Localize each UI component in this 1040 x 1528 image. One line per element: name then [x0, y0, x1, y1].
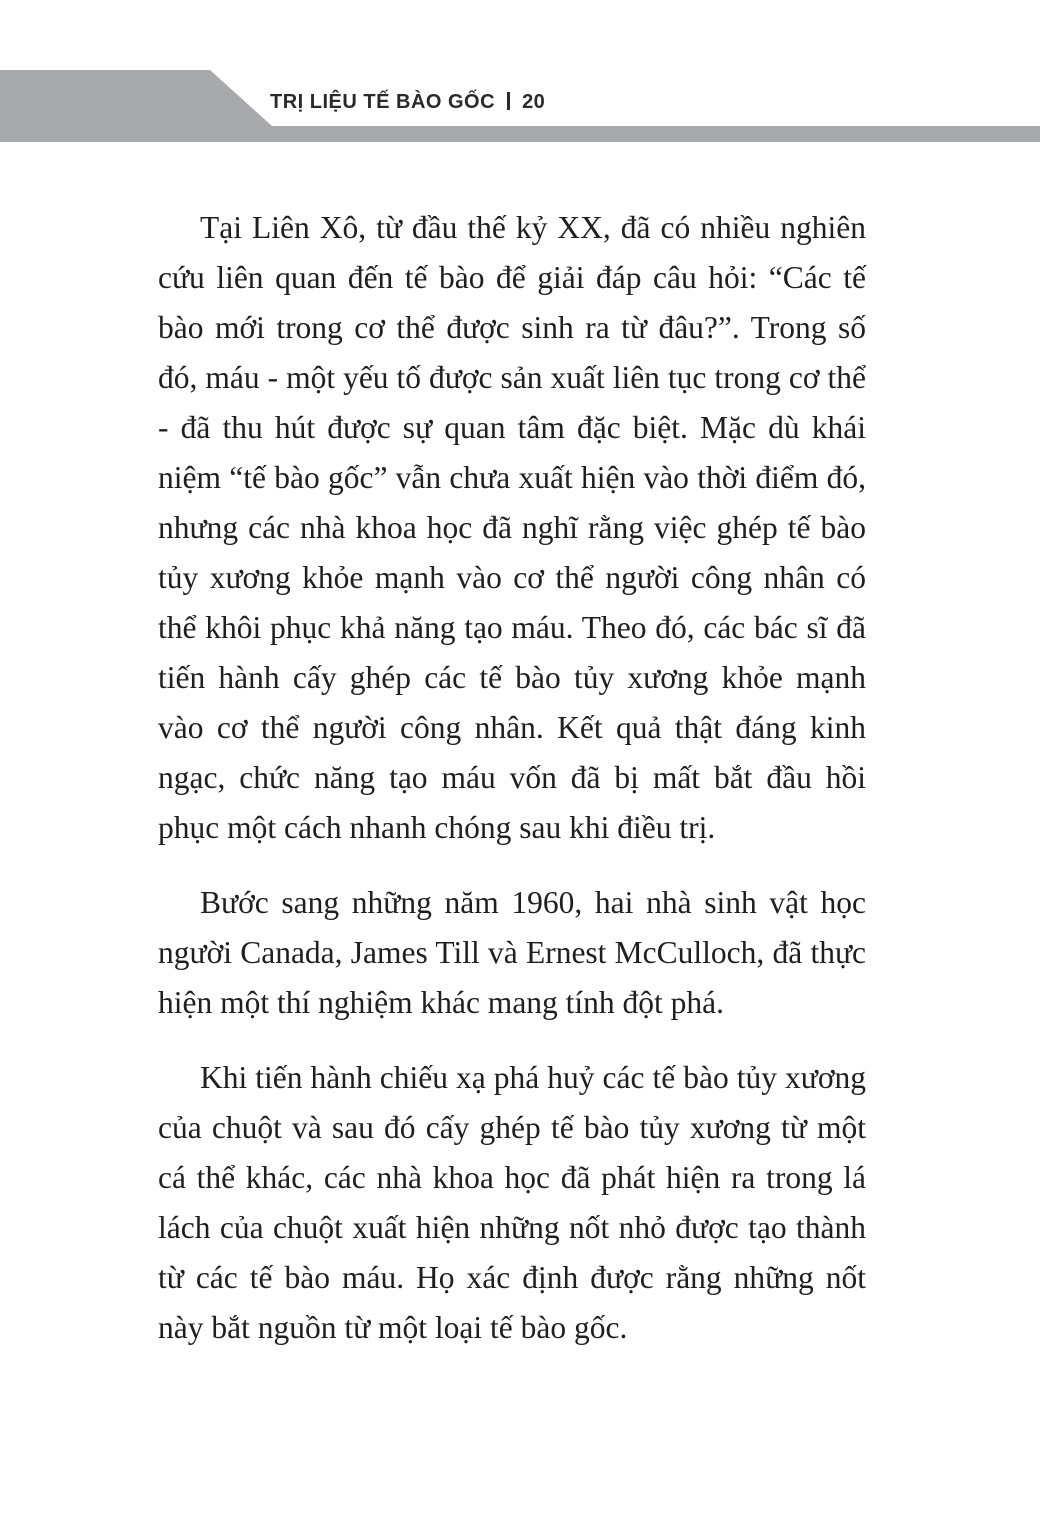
body-text: [158, 203, 866, 1378]
paragraph-2: Bước sang những năm 1960, hai nhà sinh vật học người Canada, James Till và Ernest McCulloch, đã thực hiện một thí nghiệm khác mang tính đột phá.: [158, 885, 866, 1020]
paragraph-3: Khi tiến hành chiếu xạ phá huỷ các tế bào tủy xương của chuột và sau đó cấy ghép tế bào tủy xương từ một cá thể khác, các nhà khoa học đã phát hiện ra trong lá lách của chuột xuất hiện những nốt nhỏ được tạo thành từ các tế bào máu. Họ xác định được rằng những nốt này bắt nguồn từ một loại tế bào gốc.: [158, 1060, 866, 1345]
header-separator: [507, 92, 510, 110]
running-head: [270, 70, 545, 134]
page-number: 20: [522, 91, 546, 113]
book-title: TRỊ LIỆU TẾ BÀO GỐC: [270, 91, 496, 113]
paragraph-1: Tại Liên Xô, từ đầu thế kỷ XX, đã có nhiều nghiên cứu liên quan đến tế bào để giải đáp câu hỏi: “Các tế bào mới trong cơ thể được sinh ra từ đâu?”. Trong số đó, máu - một yếu tố được sản xuất liên tục trong cơ thể - đã thu hút được sự quan tâm đặc biệt. Mặc dù khái niệm “tế bào gốc” vẫn chưa xuất hiện vào thời điểm đó, nhưng các nhà khoa học đã nghĩ rằng việc ghép tế bào tủy xương khỏe mạnh vào cơ thể người công nhân có thể khôi phục khả năng tạo máu. Theo đó, các bác sĩ đã tiến hành cấy ghép các tế bào tủy xương khỏe mạnh vào cơ thể người công nhân. Kết quả thật đáng kinh ngạc, chức năng tạo máu vốn đã bị mất bắt đầu hồi phục một cách nhanh chóng sau khi điều trị.: [158, 210, 866, 845]
